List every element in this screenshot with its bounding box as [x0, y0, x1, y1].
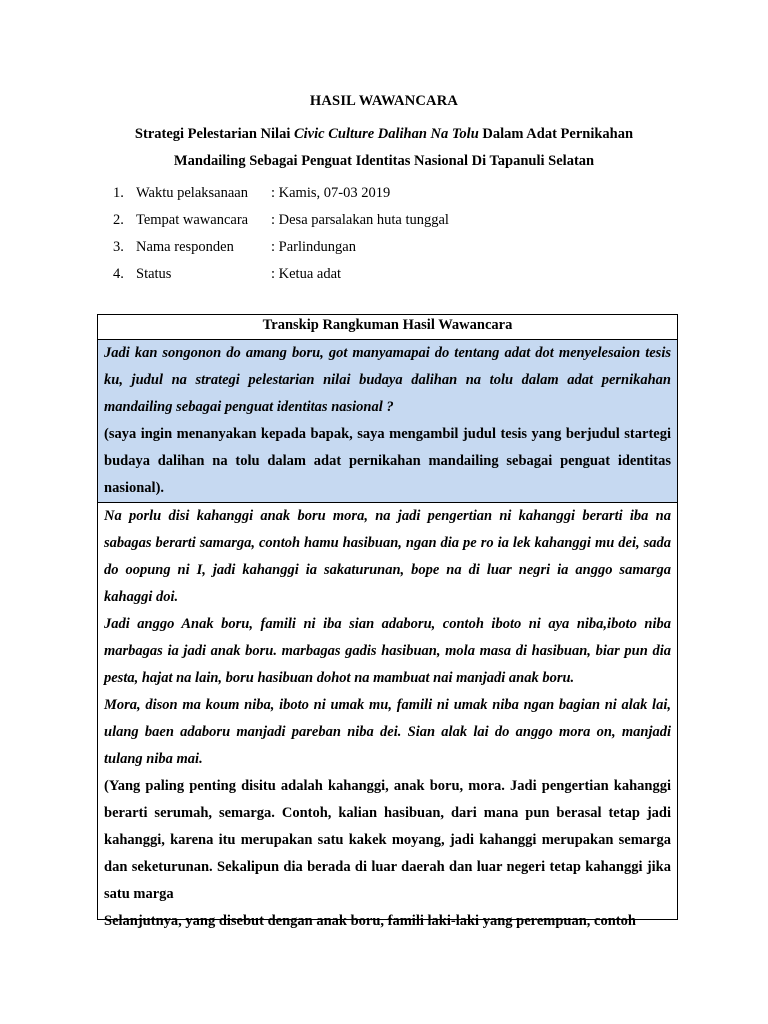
- info-label: Nama responden: [136, 239, 234, 255]
- transcript-table: [97, 314, 678, 929]
- subtitle-italic-term: Civic Culture Dalihan Na Tolu: [293, 126, 479, 142]
- info-row-time: [113, 180, 449, 207]
- info-label: Tempat wawancara: [136, 212, 249, 228]
- transcript-header: Transkip Rangkuman Hasil Wawancara: [98, 315, 677, 340]
- list-number: 2.: [113, 212, 124, 228]
- answer-paragraph-kahanggi: Na porlu disi kahanggi anak boru mora, na jadi pengertian ni kahanggi berarti iba na sabagas berarti samarga, contoh hamu hasibuan, ngan dia pe ro ia lek kahanggi mu dei, sada do oopung ni I, jadi kahanggi ia sakaturunan, bope na di luar negri ia anggo samarga kahaggi doi.: [104, 508, 671, 605]
- info-label: Waktu pelaksanaan: [136, 185, 248, 201]
- question-translation-text: (saya ingin menanyakan kepada bapak, saya mengambil judul tesis yang berjudul startegi budaya dalihan na tolu dalam adat pernikahan mandailing sebagai penguat identitas nasional).: [104, 426, 671, 496]
- list-number: 3.: [113, 239, 124, 255]
- info-row-status: [113, 261, 449, 288]
- info-row-place: [113, 207, 449, 234]
- list-number: 1.: [113, 185, 124, 201]
- document-title: HASIL WAWANCARA: [309, 93, 459, 109]
- question-local-text: Jadi kan songonon do amang boru, got manyamapai do tentang adat dot menyelesaion tesis ku, judul na strategi pelestarian nilai budaya dalihan na tolu dalam adat pernikahan mandailing sebagai penguat identitas nasional ?: [104, 345, 671, 415]
- info-value: : Desa parsalakan huta tunggal: [271, 212, 449, 228]
- answer-cell: [98, 503, 677, 935]
- info-value: : Kamis, 07-03 2019: [271, 185, 391, 201]
- info-value: : Parlindungan: [271, 239, 356, 255]
- question-cell: [98, 340, 677, 503]
- info-label: Status: [136, 266, 172, 282]
- info-row-respondent: [113, 234, 449, 261]
- answer-translation-continued: Selanjutnya, yang disebut dengan anak boru, famili laki-laki yang perempuan, contoh: [104, 913, 636, 929]
- document-subtitle-line2: Mandailing Sebagai Penguat Identitas Nasional Di Tapanuli Selatan: [173, 153, 595, 169]
- answer-translation-paragraph: (Yang paling penting disitu adalah kahanggi, anak boru, mora. Jadi pengertian kahanggi berarti serumah, semarga. Contoh, kalian hasibuan, dari mana pun berasal tetap jadi kahanggi, karena itu merupakan satu kakek moyang, jadi kahanggi merupakan semarga dan seketurunan. Sekalipun dia berada di luar daerah dan luar negeri tetap kahanggi jika satu marga: [104, 778, 671, 902]
- subtitle-text-before: Strategi Pelestarian Nilai: [134, 126, 294, 142]
- document-subtitle-line1: [60, 126, 708, 143]
- interview-info-list: [113, 180, 449, 288]
- info-value: : Ketua adat: [271, 266, 342, 282]
- subtitle-text-after: Dalam Adat Pernikahan: [478, 126, 634, 142]
- list-number: 4.: [113, 266, 124, 282]
- answer-paragraph-mora: Mora, dison ma koum niba, iboto ni umak mu, famili ni umak niba ngan bagian ni alak lai, ulang baen adaboru manjadi pareban niba dei. Sian alak lai do anggo mora on, manjadi tulang niba mai.: [104, 697, 671, 767]
- answer-paragraph-anak-boru: Jadi anggo Anak boru, famili ni iba sian adaboru, contoh iboto ni aya niba,iboto niba marbagas ia jadi anak boru. marbagas gadis hasibuan, mola masa di hasibuan, biar pun dia pesta, hajat na lain, boru hasibuan dohot na mambuat nai manjadi anak boru.: [104, 616, 671, 686]
